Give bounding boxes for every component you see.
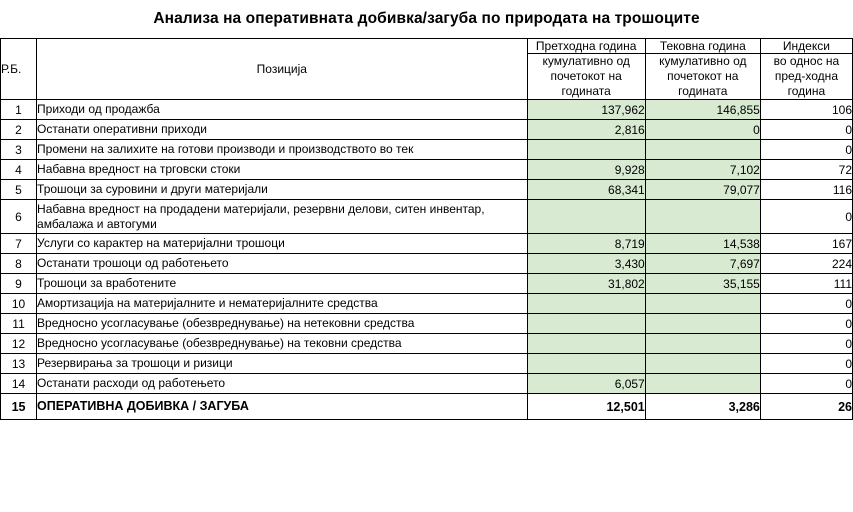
row-curr-value xyxy=(645,354,760,374)
row-position: Приходи од продажба xyxy=(37,100,528,120)
row-index-value: 0 xyxy=(760,334,852,354)
row-curr-value xyxy=(645,334,760,354)
row-position: Набавна вредност на трговски стоки xyxy=(37,160,528,180)
row-curr-value: 79,077 xyxy=(645,180,760,200)
row-curr-value xyxy=(645,294,760,314)
column-header-index: Индекси xyxy=(760,39,852,54)
row-curr-value xyxy=(645,200,760,234)
row-position: Набавна вредност на продадени материјали, резервни делови, ситен инвентар, амбалажа и автогуми xyxy=(37,200,528,234)
row-index-value: 0 xyxy=(760,294,852,314)
row-number: 8 xyxy=(1,254,37,274)
row-number: 2 xyxy=(1,120,37,140)
row-number: 13 xyxy=(1,354,37,374)
row-position: Вредносно усогласување (обезвреднување) на тековни средства xyxy=(37,334,528,354)
row-position: Останати трошоци од работењето xyxy=(37,254,528,274)
row-prev-value: 137,962 xyxy=(527,100,645,120)
table-row xyxy=(1,354,853,374)
column-subheader-curr-year: кумулативно од почетокот на годината xyxy=(645,54,760,100)
row-position: ОПЕРАТИВНА ДОБИВКА / ЗАГУБА xyxy=(37,394,528,420)
table-body xyxy=(1,100,853,420)
table-row xyxy=(1,314,853,334)
row-prev-value xyxy=(527,314,645,334)
table-row xyxy=(1,100,853,120)
table-row-total xyxy=(1,394,853,420)
row-prev-value: 12,501 xyxy=(527,394,645,420)
row-prev-value xyxy=(527,354,645,374)
row-index-value: 0 xyxy=(760,120,852,140)
row-index-value: 0 xyxy=(760,140,852,160)
row-prev-value xyxy=(527,334,645,354)
row-number: 14 xyxy=(1,374,37,394)
row-number: 10 xyxy=(1,294,37,314)
row-prev-value: 68,341 xyxy=(527,180,645,200)
row-prev-value: 31,802 xyxy=(527,274,645,294)
row-prev-value xyxy=(527,140,645,160)
row-index-value: 0 xyxy=(760,374,852,394)
row-prev-value: 9,928 xyxy=(527,160,645,180)
row-curr-value: 7,102 xyxy=(645,160,760,180)
page-title: Анализа на оперативната добивка/загуба по природата на трошоците xyxy=(153,10,700,27)
row-number: 1 xyxy=(1,100,37,120)
table-header xyxy=(1,39,853,100)
row-number: 9 xyxy=(1,274,37,294)
table-row xyxy=(1,334,853,354)
row-curr-value: 14,538 xyxy=(645,234,760,254)
row-curr-value: 146,855 xyxy=(645,100,760,120)
row-number: 5 xyxy=(1,180,37,200)
row-curr-value: 35,155 xyxy=(645,274,760,294)
row-curr-value: 3,286 xyxy=(645,394,760,420)
row-index-value: 116 xyxy=(760,180,852,200)
row-position: Трошоци за суровини и други материјали xyxy=(37,180,528,200)
table-row xyxy=(1,180,853,200)
row-position: Вредносно усогласување (обезвреднување) на нетековни средства xyxy=(37,314,528,334)
row-curr-value: 0 xyxy=(645,120,760,140)
row-position: Останати оперативни приходи xyxy=(37,120,528,140)
row-position: Услуги со карактер на материјални трошоци xyxy=(37,234,528,254)
row-number: 7 xyxy=(1,234,37,254)
row-number: 6 xyxy=(1,200,37,234)
row-number: 3 xyxy=(1,140,37,160)
row-prev-value: 8,719 xyxy=(527,234,645,254)
analysis-table xyxy=(0,38,853,420)
row-curr-value xyxy=(645,140,760,160)
row-index-value: 111 xyxy=(760,274,852,294)
row-position: Останати расходи од работењето xyxy=(37,374,528,394)
row-position: Амортизација на материјалните и нематеријалните средства xyxy=(37,294,528,314)
column-header-rb: Р.Б. xyxy=(1,39,37,100)
table-row xyxy=(1,200,853,234)
table-row xyxy=(1,274,853,294)
row-curr-value xyxy=(645,314,760,334)
row-index-value: 224 xyxy=(760,254,852,274)
row-number: 15 xyxy=(1,394,37,420)
table-row xyxy=(1,160,853,180)
row-index-value: 167 xyxy=(760,234,852,254)
row-curr-value xyxy=(645,374,760,394)
column-subheader-index: во однос на пред-ходна година xyxy=(760,54,852,100)
row-index-value: 106 xyxy=(760,100,852,120)
table-row xyxy=(1,294,853,314)
column-header-prev-year: Претходна година xyxy=(527,39,645,54)
table-row xyxy=(1,120,853,140)
row-position: Трошоци за вработените xyxy=(37,274,528,294)
table-row xyxy=(1,254,853,274)
table-row xyxy=(1,234,853,254)
row-prev-value: 2,816 xyxy=(527,120,645,140)
row-index-value: 0 xyxy=(760,314,852,334)
column-header-curr-year: Тековна година xyxy=(645,39,760,54)
row-index-value: 26 xyxy=(760,394,852,420)
column-subheader-prev-year: кумулативно од почетокот на годината xyxy=(527,54,645,100)
column-header-position: Позиција xyxy=(37,39,528,100)
row-position: Промени на залихите на готови производи и производството во тек xyxy=(37,140,528,160)
row-number: 4 xyxy=(1,160,37,180)
row-curr-value: 7,697 xyxy=(645,254,760,274)
row-number: 12 xyxy=(1,334,37,354)
row-index-value: 72 xyxy=(760,160,852,180)
row-number: 11 xyxy=(1,314,37,334)
row-prev-value xyxy=(527,200,645,234)
row-prev-value xyxy=(527,294,645,314)
table-row xyxy=(1,140,853,160)
row-position: Резервирања за трошоци и ризици xyxy=(37,354,528,374)
row-prev-value: 3,430 xyxy=(527,254,645,274)
row-prev-value: 6,057 xyxy=(527,374,645,394)
row-index-value: 0 xyxy=(760,200,852,234)
table-row xyxy=(1,374,853,394)
row-index-value: 0 xyxy=(760,354,852,374)
